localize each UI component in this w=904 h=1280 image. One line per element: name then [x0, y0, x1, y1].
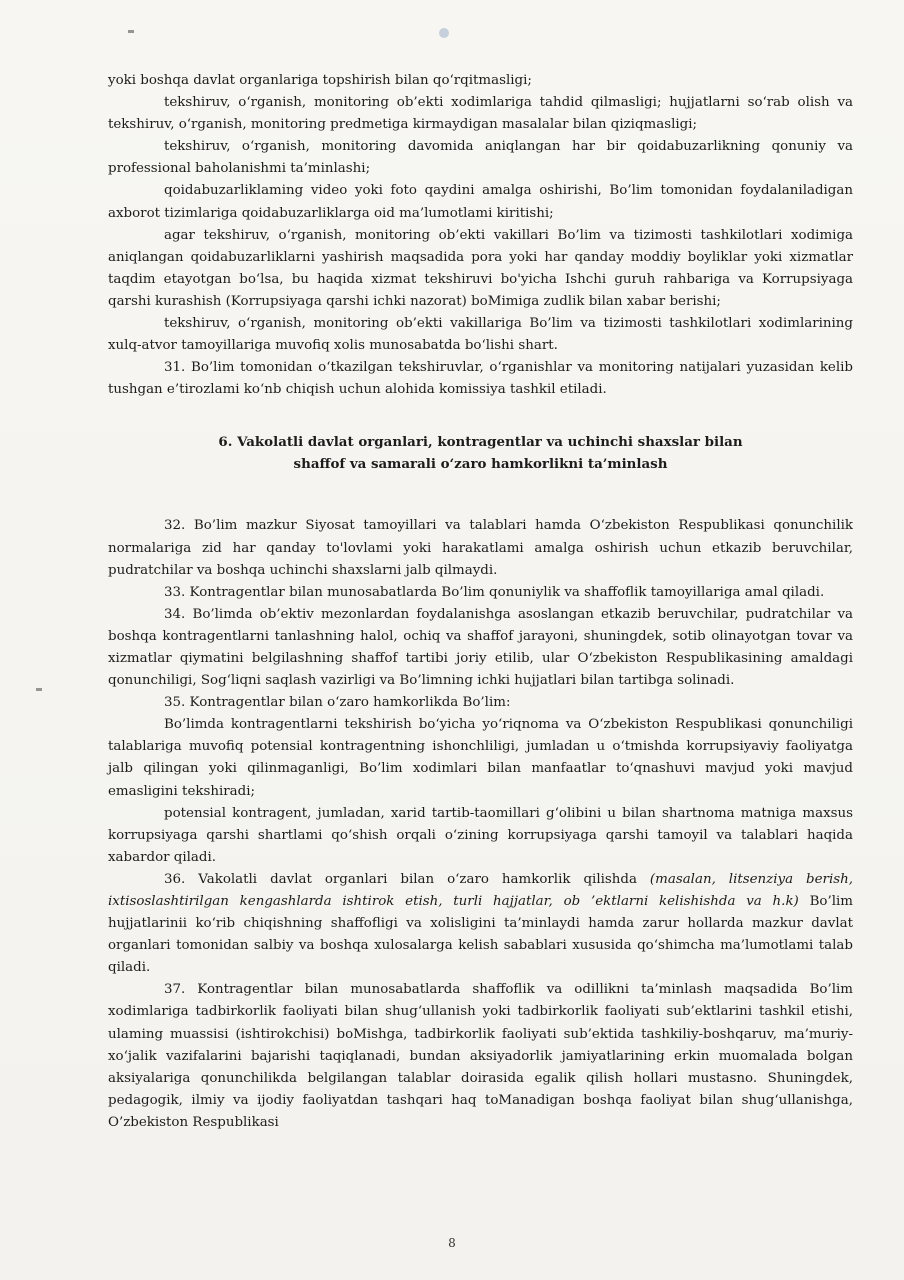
paragraph: 37. Kontragentlar bilan munosabatlarda shaffoflik va odillikni ta’minlash maqsadida Bo’lim xodimlariga tadbirkorlik faoliyati bilan shug‘ullanish yoki tadbirkorlik faoliyati sub’ektlarini tashkil etishi, ulaming muassisi (ishtirokchisi) boMishga, tadbirkorlik faoliyati sub’ektida tashkiliy-boshqaruv, ma’muriy-xo‘jalik vazifalarini bajarishi taqiqlanadi, bundan aksiyadorlik jamiyatlarining erkin muomalada bolgan aksiyalariga qonunchilikda belgilangan talablar doirasida egalik qilish hollari mustasno. Shuningdek, pedagogik, ilmiy va ijodiy faoliyatdan tashqari haq toManadigan boshqa faoliyat bilan shug‘ullanishga, O’zbekiston Respublikasi [108, 982, 853, 1130]
paragraph: Bo’limda kontragentlarni tekshirish bo‘yicha yo‘riqnoma va O‘zbekiston Respublikasi qonunchiligi talablariga muvofiq potensial kontragentning ishonchliligi, jumladan u o‘tmishda korrupsiyaviy faoliyatga jalb qilingan yoki qilinmaganligi, Bo’lim xodimlari bilan manfaatlar to‘qnashuvi mavjud yoki mavjud emasligini tekshiradi; [108, 717, 853, 799]
paragraph-italic-text: (masalan, litsenziya berish, ixtisoslashtirilgan kengashlarda ishtirok etish, turli hajjatlar, ob ’ektlarni kelishishda va h.k) [108, 871, 853, 909]
paragraph: qoidabuzarliklaming video yoki foto qaydini amalga oshirishi, Bo’lim tomonidan foydalaniladigan axborot tizimlariga qoidabuzarliklarga oid ma’lumotlami kiritishi; [108, 183, 853, 221]
paragraph: 33. Kontragentlar bilan munosabatlarda Bo’lim qonuniylik va shaffoflik tamoyillariga amal qiladi. [164, 584, 825, 600]
paragraph: 35. Kontragentlar bilan o‘zaro hamkorlikda Bo’lim: [164, 695, 511, 711]
paragraph: yoki boshqa davlat organlariga topshirish bilan qo‘rqitmasligi; [108, 73, 532, 88]
paragraph: tekshiruv, o‘rganish, monitoring davomida aniqlangan har bir qoidabuzarlikning qonuniy va professional baholanishmi ta’minlashi; [108, 139, 853, 177]
paragraph: 34. Bo’limda ob’ektiv mezonlardan foydalanishga asoslangan etkazib beruvchilar, pudratchilar va boshqa kontragentlarni tanlashning halol, ochiq va shaffof jarayoni, shuningdek, sotib olinayotgan tovar va xizmatlar qiymatini belgilashning shaffof tartibi joriy etilib, ular O‘zbekiston Respublikasining amaldagi qonunchiligi, Sog‘liqni saqlash vazirligi va Bo’limning ichki hujjatlari bilan tartibga solinadi. [108, 606, 853, 689]
section-heading-line: 6. Vakolatli davlat organlari, kontragentlar va uchinchi shaxslar bilan [218, 434, 743, 451]
document-body [108, 70, 853, 1134]
paragraph-text: Bo’lim hujjatlarinii ko‘rib chiqishning shaffofligi va xolisligini ta’minlaydi hamda zarur hollarda mazkur davlat organlari tomonidan salbiy va boshqa xulosalarga kelish sabablari xususida qo‘shimcha ma’lumotlami talab qiladi. [108, 894, 853, 976]
scan-artifact [128, 30, 134, 33]
scan-artifact [439, 28, 449, 38]
paragraph-text: 36. Vakolatli davlat organlari bilan o‘zaro hamkorlik qilishda [164, 871, 637, 887]
scan-artifact [36, 688, 42, 691]
paragraph: agar tekshiruv, o‘rganish, monitoring ob’ekti vakillari Bo’lim va tizimosti tashkilotlari xodimiga aniqlangan qoidabuzarliklarni yashirish maqsadida pora yoki har qanday moddiy boyliklar yoki xizmatlar taqdim etayotgan bo‘lsa, bu haqida xizmat tekshiruvi bo'yicha Ishchi guruh rahbariga va Korrupsiyaga qarshi kurashish (Korrupsiyaga qarshi ichki nazorat) boMimiga zudlik bilan xabar berishi; [108, 227, 853, 309]
section-heading [148, 431, 813, 475]
paragraph: potensial kontragent, jumladan, xarid tartib-taomillari g‘olibini u bilan shartnoma matniga maxsus korrupsiyaga qarshi shartlami qo‘shish orqali o‘zining korrupsiyaga qarshi tamoyil va talablari haqida xabardor qiladi. [108, 805, 853, 865]
paragraph: 31. Bo’lim tomonidan o‘tkazilgan tekshiruvlar, o‘rganishlar va monitoring natijalari yuzasidan kelib tushgan e’tirozlami ko‘nb chiqish uchun alohida komissiya tashkil etiladi. [108, 360, 853, 398]
page-number: 8 [448, 1236, 456, 1250]
section-heading-line: shaffof va samarali o‘zaro hamkorlikni ta’minlash [293, 456, 668, 473]
paragraph [108, 869, 853, 979]
paragraph: 32. Bo’lim mazkur Siyosat tamoyillari va talablari hamda O‘zbekiston Respublikasi qonunchilik normalariga zid har qanday to'lovlami yoki harakatlami amalga oshirish uchun etkazib beruvchilar, pudratchilar va boshqa uchinchi shaxslarni jalb qilmaydi. [108, 518, 853, 578]
paragraph: tekshiruv, o‘rganish, monitoring ob’ekti xodimlariga tahdid qilmasligi; hujjatlarni so‘rab olish va tekshiruv, o‘rganish, monitoring predmetiga kirmaydigan masalalar bilan qiziqmasligi; [108, 95, 853, 133]
paragraph: tekshiruv, o‘rganish, monitoring ob’ekti vakillariga Bo’lim va tizimosti tashkilotlari xodimlarining xulq-atvor tamoyillariga muvofiq xolis munosabatda bo‘lishi shart. [108, 316, 853, 354]
